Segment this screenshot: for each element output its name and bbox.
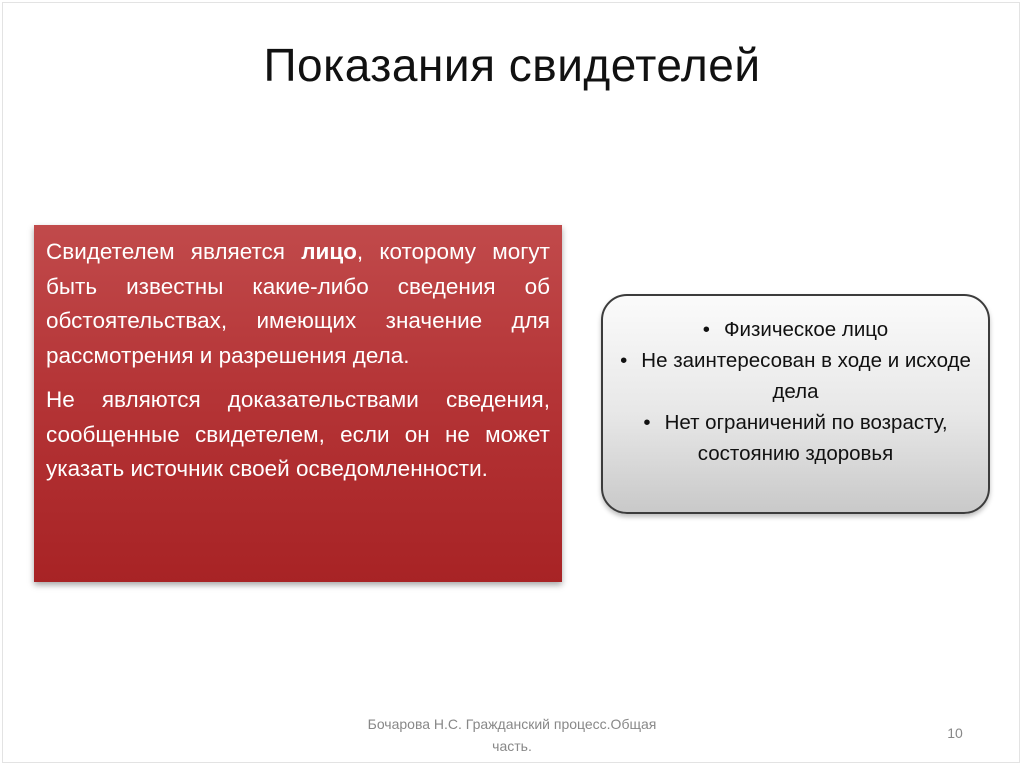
footer-author: Бочарова Н.С. Гражданский процесс.Общая часть. — [367, 716, 657, 754]
requirement-item — [613, 314, 978, 345]
page-number: 10 — [947, 725, 963, 741]
exclusion-paragraph: Не являются доказательствами сведения, сообщенные свидетелем, если он не может указать источник своей осведомленности. — [46, 387, 550, 481]
definition-box — [34, 225, 562, 582]
definition-text-start: Свидетелем является — [46, 239, 302, 264]
requirements-list — [613, 314, 978, 469]
bullet-icon: • — [643, 411, 651, 434]
requirement-text: Физическое лицо — [723, 318, 889, 341]
bullet-icon: • — [702, 318, 710, 341]
definition-paragraph — [46, 235, 550, 373]
slide-title: Показания свидетелей — [263, 39, 761, 91]
definition-text-end: , которому могут быть известны какие-либо сведения об обстоятельствах, имеющих значение для рассмотрения и разрешения дела. — [46, 239, 550, 368]
bullet-icon: • — [620, 349, 628, 372]
requirements-box — [601, 294, 990, 514]
requirement-item — [613, 345, 978, 407]
requirement-item — [613, 407, 978, 469]
requirement-text: Не заинтересован в ходе и исходе дела — [641, 349, 971, 403]
requirement-text: Нет ограничений по возрасту, состоянию здоровья — [664, 411, 948, 465]
definition-bold-term: лицо — [301, 239, 357, 264]
